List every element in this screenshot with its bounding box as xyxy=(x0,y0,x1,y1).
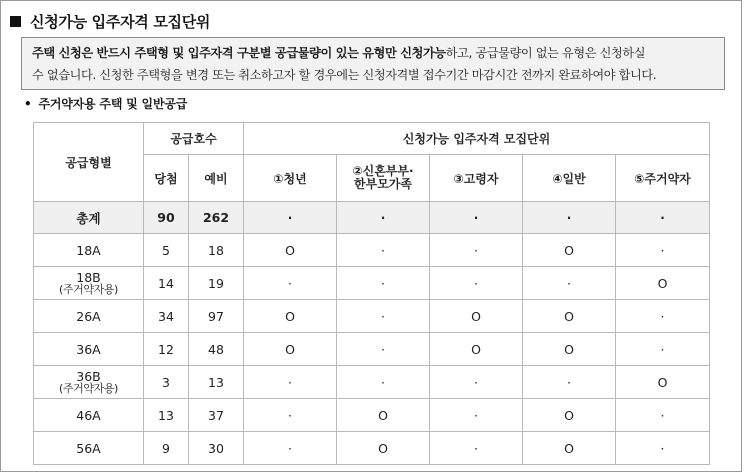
row-type: 46A xyxy=(34,399,144,432)
table-row xyxy=(34,432,710,465)
subsection-heading xyxy=(24,95,187,112)
row-type-label: 36B xyxy=(76,368,101,384)
row-winning: 13 xyxy=(144,399,189,432)
header-winning: 당첨 xyxy=(144,155,189,202)
row-type-note: (주거약자용) xyxy=(59,282,118,296)
eligibility-cell: O xyxy=(523,399,616,432)
row-type: 18A xyxy=(34,234,144,267)
header-reserve: 예비 xyxy=(189,155,244,202)
row-winning: 9 xyxy=(144,432,189,465)
total-cell: · xyxy=(244,202,337,234)
section-title-text: 신청가능 입주자격 모집단위 xyxy=(30,12,211,31)
eligibility-cell: O xyxy=(616,366,710,399)
eligibility-cell: · xyxy=(430,399,523,432)
total-row xyxy=(34,202,710,234)
row-winning: 3 xyxy=(144,366,189,399)
eligibility-cell: · xyxy=(430,432,523,465)
eligibility-cell: · xyxy=(244,267,337,300)
row-type: 26A xyxy=(34,300,144,333)
total-reserve: 262 xyxy=(189,202,244,234)
bullet-dot-icon: • xyxy=(24,97,32,111)
header-newlywed-line2: 한부모가족 xyxy=(354,177,412,191)
eligibility-cell: · xyxy=(244,399,337,432)
row-winning: 34 xyxy=(144,300,189,333)
row-reserve: 13 xyxy=(189,366,244,399)
header-newlywed xyxy=(337,155,430,202)
row-reserve: 37 xyxy=(189,399,244,432)
eligibility-cell: O xyxy=(430,333,523,366)
header-general: ④일반 xyxy=(523,155,616,202)
notice-bold-text: 주택 신청은 반드시 주택형 및 입주자격 구분별 공급물량이 있는 유형만 신청가능 xyxy=(32,46,446,60)
total-label: 총계 xyxy=(34,202,144,234)
header-vulnerable: ⑤주거약자 xyxy=(616,155,710,202)
notice-text-line1: 하고, 공급물량이 없는 유형은 신청하실 xyxy=(445,46,646,60)
notice-box xyxy=(21,37,725,90)
eligibility-cell: O xyxy=(523,300,616,333)
eligibility-cell: · xyxy=(337,333,430,366)
eligibility-cell: · xyxy=(616,399,710,432)
square-bullet-icon xyxy=(10,16,21,27)
header-youth: ①청년 xyxy=(244,155,337,202)
table-row xyxy=(34,399,710,432)
header-elderly: ③고령자 xyxy=(430,155,523,202)
subsection-heading-text: 주거약자용 주택 및 일반공급 xyxy=(38,97,188,111)
row-type xyxy=(34,366,144,399)
eligibility-cell: · xyxy=(244,366,337,399)
header-eligibility: 신청가능 입주자격 모집단위 xyxy=(244,123,710,155)
table-row xyxy=(34,366,710,399)
total-cell: · xyxy=(523,202,616,234)
eligibility-cell: · xyxy=(616,234,710,267)
eligibility-cell: O xyxy=(430,300,523,333)
eligibility-cell: · xyxy=(337,234,430,267)
eligibility-cell: O xyxy=(523,432,616,465)
eligibility-cell: O xyxy=(337,432,430,465)
eligibility-cell: · xyxy=(337,300,430,333)
table-row xyxy=(34,234,710,267)
total-cell: · xyxy=(616,202,710,234)
eligibility-cell: O xyxy=(244,234,337,267)
eligibility-cell: · xyxy=(523,366,616,399)
row-winning: 5 xyxy=(144,234,189,267)
eligibility-cell: · xyxy=(523,267,616,300)
supply-allocation-table xyxy=(33,122,710,465)
section-heading xyxy=(10,9,210,33)
row-reserve: 19 xyxy=(189,267,244,300)
row-type-label: 18B xyxy=(76,269,101,285)
header-newlywed-line1: ②신혼부부· xyxy=(352,164,414,178)
eligibility-cell: · xyxy=(430,366,523,399)
total-cell: · xyxy=(430,202,523,234)
eligibility-cell: · xyxy=(616,300,710,333)
eligibility-cell: O xyxy=(616,267,710,300)
row-reserve: 30 xyxy=(189,432,244,465)
eligibility-cell: · xyxy=(430,234,523,267)
row-reserve: 18 xyxy=(189,234,244,267)
total-winning: 90 xyxy=(144,202,189,234)
eligibility-cell: · xyxy=(244,432,337,465)
eligibility-cell: · xyxy=(337,267,430,300)
eligibility-cell: · xyxy=(616,432,710,465)
eligibility-cell: O xyxy=(523,234,616,267)
eligibility-cell: O xyxy=(337,399,430,432)
row-type xyxy=(34,267,144,300)
eligibility-cell: · xyxy=(430,267,523,300)
row-type: 56A xyxy=(34,432,144,465)
header-supply-units: 공급호수 xyxy=(144,123,244,155)
eligibility-cell: · xyxy=(337,366,430,399)
header-supply-type: 공급형별 xyxy=(34,123,144,202)
eligibility-cell: · xyxy=(616,333,710,366)
row-winning: 12 xyxy=(144,333,189,366)
table-row xyxy=(34,300,710,333)
eligibility-cell: O xyxy=(523,333,616,366)
eligibility-cell: O xyxy=(244,300,337,333)
row-reserve: 97 xyxy=(189,300,244,333)
notice-text-line2: 수 없습니다. 신청한 주택형을 변경 또는 취소하고자 할 경우에는 신청자격별 접수기간 마감시간 전까지 완료하여야 합니다. xyxy=(32,68,657,82)
eligibility-cell: O xyxy=(244,333,337,366)
row-type-note: (주거약자용) xyxy=(59,381,118,395)
total-cell: · xyxy=(337,202,430,234)
row-reserve: 48 xyxy=(189,333,244,366)
row-winning: 14 xyxy=(144,267,189,300)
table-row xyxy=(34,333,710,366)
row-type: 36A xyxy=(34,333,144,366)
table-row xyxy=(34,267,710,300)
